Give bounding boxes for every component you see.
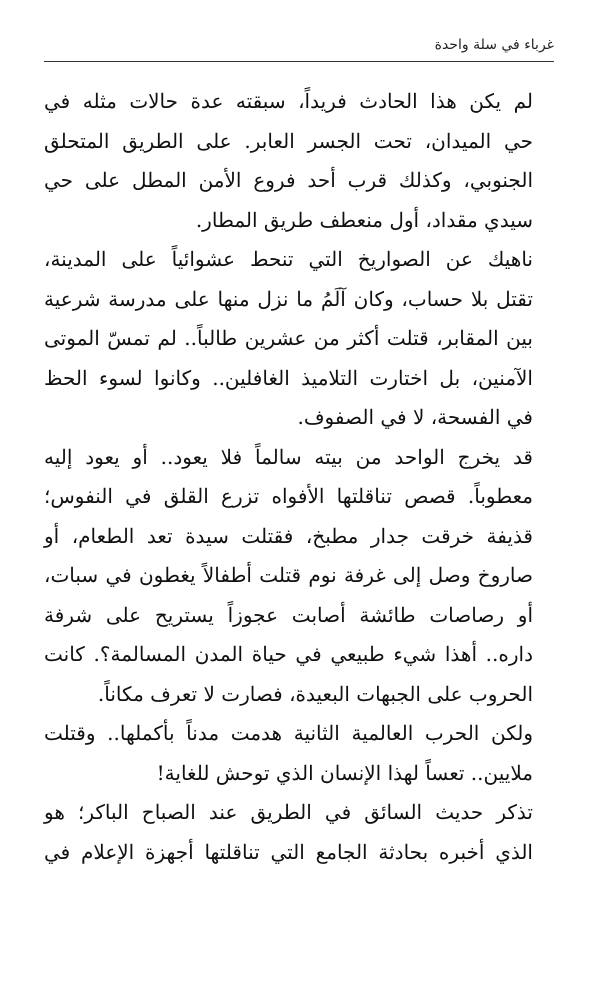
text-line: تذكر حديث السائق في الطريق عند الصباح الباكر؛ هو [44,800,533,824]
text-line: الحروب على الجبهات البعيدة، فصارت لا تعرف مكاناً. [97,681,533,706]
text-line: حي الميدان، تحت الجسر العابر. على الطريق المتحلق [44,128,533,153]
text-line: سيدي مقداد، أول منعطف طريق المطار. [195,207,533,232]
text-line: أو رصاصات طائشة أصابت عجوزاً يستريح على شرفة [44,602,533,627]
text-line: داره.. أهذا شيء طبيعي في حياة المدن المسالمة؟. كانت [44,642,533,666]
text-line: ناهيك عن الصواريخ التي تنحط عشوائياً على المدينة، [44,247,533,271]
paragraph-2 [44,240,555,438]
text-line: بين المقابر، قتلت أكثر من عشرين طالباً.. لم تمسّ الموتى [44,326,533,350]
paragraph-1 [44,82,555,240]
paragraph-3 [44,438,555,715]
text-line: قذيفة خرقت جدار مطبخ، فقتلت سيدة تعد الطعام، أو [44,523,533,548]
text-line: تقتل بلا حساب، وكان آلَمُ ما نزل منها على مدرسة شرعية [44,286,533,311]
text-line: لم يكن هذا الحادث فريداً، سبقته عدة حالات مثله في [44,89,533,113]
text-line: معطوباً. قصص تناقلتها الأفواه تزرع القلق في النفوس؛ [44,484,533,508]
text-line: في الفسحة، لا في الصفوف. [297,405,533,429]
running-header: غرباء في سلة واحدة [44,36,554,62]
text-line: قد يخرج الواحد من بيته سالماً فلا يعود.. أو يعود إليه [44,444,533,469]
text-line: صاروخ وصل إلى غرفة نوم قتلت أطفالاً يغطون في سبات، [44,563,533,587]
text-line: الآمنين، بل اختارت التلاميذ الغافلين.. وكانوا لسوء الحظ [44,365,533,390]
page-body [44,82,555,872]
paragraph-5 [44,793,555,872]
text-line: الذي أخبره بحادثة الجامع التي تناقلتها أجهزة الإعلام في [44,839,533,864]
text-line: ولكن الحرب العالمية الثانية هدمت مدناً بأكملها.. وقتلت [44,721,533,745]
text-line: ملايين.. تعساً لهذا الإنسان الذي توحش للغاية! [156,760,533,785]
paragraph-4 [44,714,555,793]
text-line: الجنوبي، وكذلك قرب أحد فروع الأمن المطل على حي [44,168,533,192]
